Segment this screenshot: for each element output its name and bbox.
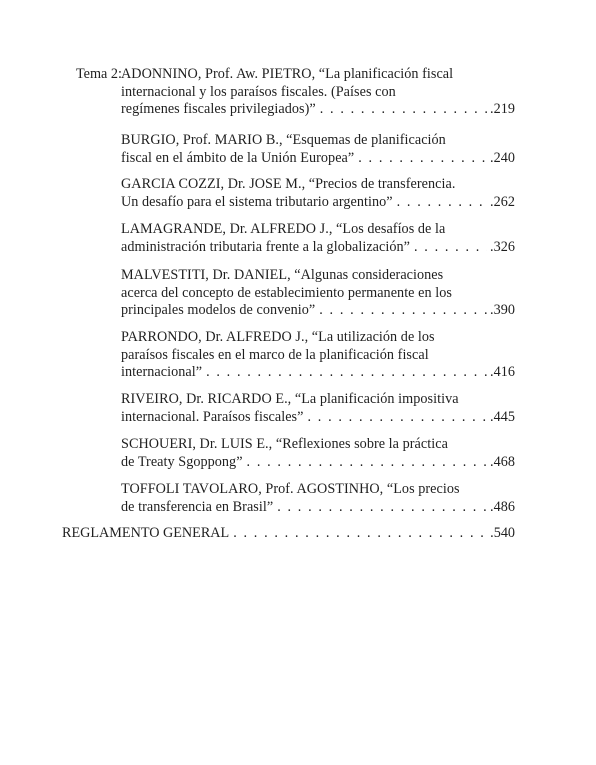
dot-leader [319,302,487,320]
entry-line: internacional” [121,364,203,381]
entry-line: administración tributaria frente a la globalización” [121,238,410,255]
entry-line: fiscal en el ámbito de la Unión Europea” [121,149,355,166]
dot-leader [358,150,487,168]
entry-line: paraísos fiscales en el marco de la planificación fiscal [121,346,429,363]
dot-leader [206,364,487,382]
dot-leader [277,499,487,517]
entry-line: LAMAGRANDE, Dr. ALFREDO J., “Los desafíos de la [121,221,446,237]
dot-leader [247,454,487,472]
entry-line: TOFFOLI TAVOLARO, Prof. AGOSTINHO, “Los precios [121,481,460,497]
dot-leader [397,194,487,212]
toc-entry [121,176,515,211]
reglamento-title: REGLAMENTO GENERAL [62,525,230,541]
dot-leader [414,239,487,257]
entry-line: de transferencia en Brasil” [121,498,274,515]
entry-last-line [121,194,515,212]
entry-last-line [121,302,515,320]
page-number: .540 [490,525,515,541]
page-number: .416 [489,364,515,381]
page-number: .486 [489,498,515,515]
entry-line: GARCIA COZZI, Dr. JOSE M., “Precios de transferencia. [121,176,456,192]
entry-line: BURGIO, Prof. MARIO B., “Esquemas de planificación [121,132,446,148]
page-number: .219 [489,101,515,118]
entry-line: PARRONDO, Dr. ALFREDO J., “La utilización de los [121,329,435,345]
toc-entry [121,221,515,256]
entry-last-line [121,409,515,427]
dot-leader [307,409,486,427]
entry-line: regímenes fiscales privilegiados)” [121,101,316,118]
toc-entry [121,66,515,119]
toc-entry [121,436,515,471]
page-number: .262 [489,193,515,210]
entry-last-line [121,364,515,382]
entry-line: principales modelos de convenio” [121,302,316,319]
entry-line: acerca del concepto de establecimiento permanente en los [121,284,452,301]
entry-line: internacional. Paraísos fiscales” [121,408,304,425]
entry-last-line [121,239,515,257]
entry-last-line [121,454,515,472]
entry-last-line [121,499,515,517]
entry-line: SCHOUERI, Dr. LUIS E., “Reflexiones sobre la práctica [121,436,448,452]
page-number: .390 [489,302,515,319]
entry-last-line [121,101,515,119]
entry-line: internacional y los paraísos fiscales. (Países con [121,83,396,100]
entry-line: de Treaty Sgoppong” [121,453,243,470]
page-number: .240 [489,149,515,166]
entry-last-line [121,150,515,168]
toc-entry [121,391,515,426]
reglamento-entry [62,525,515,543]
entry-line: RIVEIRO, Dr. RICARDO E., “La planificación impositiva [121,391,459,407]
topic-label: Tema 2: [76,66,122,82]
dot-leader [320,101,487,119]
dot-leader [233,525,487,543]
entry-line: Un desafío para el sistema tributario argentino” [121,193,393,210]
page-number: .326 [489,238,515,255]
toc-entry [121,481,515,516]
entry-line: ADONNINO, Prof. Aw. PIETRO, “La planificación fiscal [121,66,454,82]
page-number: .468 [489,453,515,470]
toc-entry [121,267,515,320]
entry-line: MALVESTITI, Dr. DANIEL, “Algunas consideraciones [121,267,444,283]
page-number: .445 [489,408,515,425]
toc-entry [121,329,515,382]
toc-entry [121,132,515,167]
